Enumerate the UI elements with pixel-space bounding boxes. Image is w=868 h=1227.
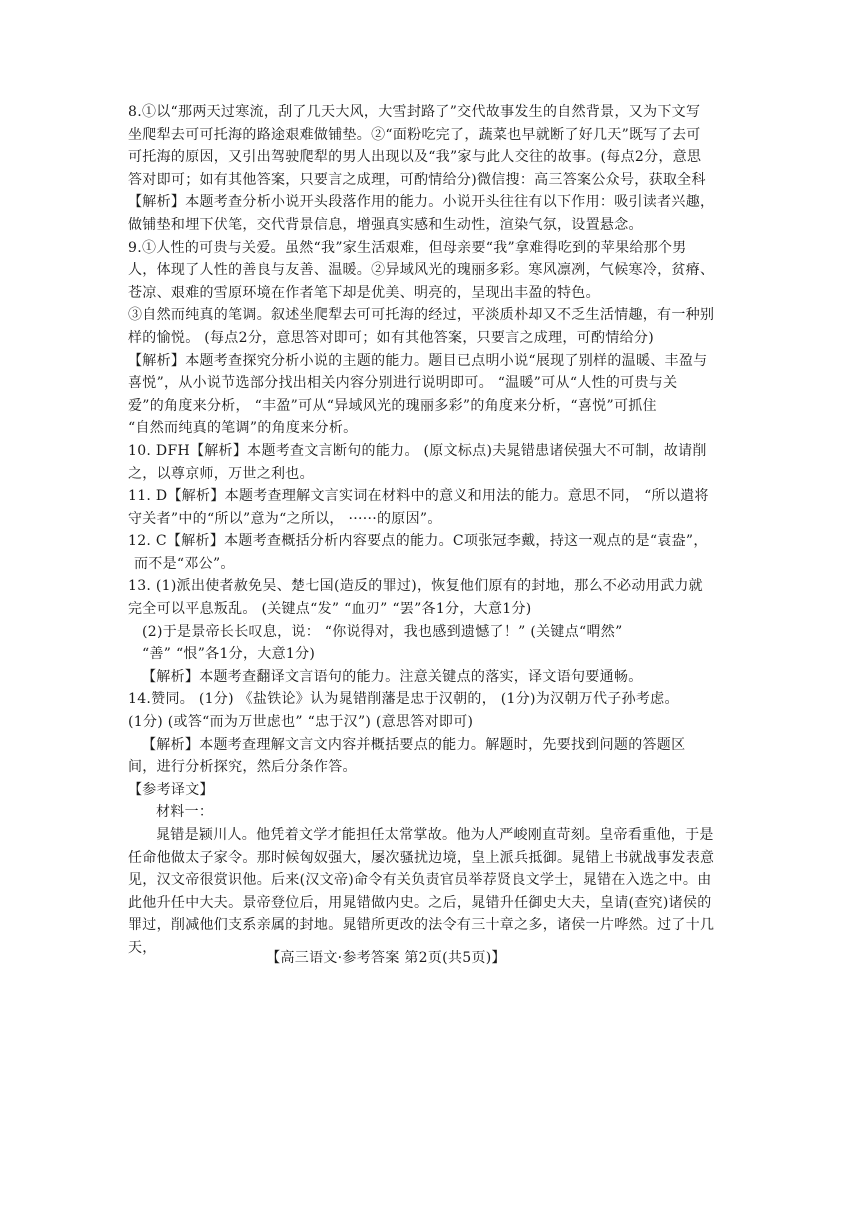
- text-line: 【解析】本题考查分析小说开头段落作用的能力。小说开头往往有以下作用：吸引读者兴趣，: [128, 194, 715, 211]
- text-line: 喜悦”，从小说节选部分找出相关内容分别进行说明即可。 “温暖”可从“人性的可贵与关: [128, 375, 678, 392]
- text-line: 见，汉文帝很赏识他。后来(汉文帝)命令有关负责官员举荐贤良文学士，晁错在入选之中。由: [128, 872, 712, 889]
- text-line: 苍凉、艰难的雪原环境在作者笔下却是优美、明亮的，呈现出丰盈的特色。: [128, 284, 600, 301]
- text-line: 9.①人性的可贵与关爱。虽然“我”家生活艰难，但母亲要“我”拿难得吃到的苹果给那个男: [128, 239, 687, 256]
- text-line: “自然而纯真的笔调”的角度来分析。: [128, 420, 358, 437]
- text-line: ③自然而纯真的笔调。叙述坐爬犁去可可托海的经过，平淡质朴却又不乏生活情趣，有一种别: [128, 307, 715, 324]
- text-line: 【解析】本题考查翻译文言语句的能力。注意关键点的落实，译文语句要通畅。: [142, 668, 643, 685]
- text-line: 罪过，削减他们支系亲属的封地。晁错所更改的法令有三十章之多，诸侯一片哗然。过了十几: [128, 917, 715, 934]
- text-line: 【解析】本题考查理解文言文内容并概括要点的能力。解题时，先要找到问题的答题区: [142, 736, 686, 753]
- text-line: 而不是“邓公”。: [134, 555, 235, 572]
- text-line: 8.①以“那两天过寒流，刮了几天大风，大雪封路了”交代故事发生的自然背景，又为下文写: [128, 104, 701, 120]
- text-line: 可托海的原因，又引出驾驶爬犁的男人出现以及“我”家与此人交往的故事。(每点2分，意思: [128, 149, 702, 166]
- text-line: 11. D【解析】本题考查理解文言实词在材料中的意义和用法的能力。意思不同， “所以遣将: [128, 488, 709, 505]
- text-line: 做铺垫和埋下伏笔，交代背景信息，增强真实感和生动性，渲染气氛，设置悬念。: [128, 216, 643, 233]
- text-line: 人，体现了人性的善良与友善、温暖。②异域风光的瑰丽多彩。寒风凛冽，气候寒冷，贫瘠、: [128, 262, 715, 279]
- text-line: 此他升任中大夫。景帝登位后，用晁错做内史。之后，晁错升任御史大夫，皇请(查究)诸侯的: [128, 894, 712, 911]
- text-line: 【解析】本题考查探究分析小说的主题的能力。题目已点明小说“展现了别样的温暖、丰盈与: [128, 352, 708, 369]
- text-line: 14.赞同。 (1分) 《盐铁论》认为晁错削藩是忠于汉朝的， (1分)为汉朝万代子孙考虑。: [128, 691, 679, 708]
- text-line: (2)于是景帝长长叹息，说： “你说得对，我也感到遗憾了！” (关键点“喟然”: [142, 623, 623, 640]
- text-line: 完全可以平息叛乱。 (关键点“发” “血刃” “罢”各1分，大意1分): [128, 601, 532, 618]
- text-line: 天，: [128, 939, 157, 956]
- text-line: 材料一：: [156, 804, 214, 821]
- text-line: “善” “恨”各1分，大意1分): [142, 646, 316, 663]
- text-line: (1分) (或答“而为万世虑也” “忠于汉”) (意思答对即可): [128, 714, 474, 731]
- text-line: 答对即可；如有其他答案，只要言之成理，可酌情给分)微信搜：高三答案公众号，获取全科: [128, 171, 706, 188]
- text-line: 之，以尊京师，万世之利也。: [128, 465, 314, 482]
- text-line: 间，进行分析探究，然后分条作答。: [128, 759, 357, 776]
- text-line: 10. DFH【解析】本题考查文言断句的能力。 (原文标点)夫晁错患诸侯强大不可制，故请削: [128, 442, 707, 459]
- text-line: 任命他做太子家令。那时候匈奴强大，屡次骚扰边境，皇上派兵抵御。晁错上书就战事发表意: [128, 849, 715, 866]
- page-footer: [0, 947, 868, 967]
- footer-text: 【高三语文·参考答案 第2页(共5页)】: [266, 950, 506, 966]
- text-line: 晁错是颍川人。他凭着文学才能担任太常掌故。他为人严峻刚直苛刻。皇帝看重他，于是: [156, 827, 714, 843]
- text-line: 坐爬犁去可可托海的路途艰难做铺垫。②“面粉吃完了，蔬菜也早就断了好几天”既写了去可: [128, 126, 701, 143]
- text-line: 12. C【解析】本题考查概括分析内容要点的能力。C项张冠李戴，持这一观点的是“袁盎”，: [128, 533, 708, 550]
- text-line: 样的愉悦。 (每点2分，意思答对即可；如有其他答案，只要言之成理，可酌情给分): [128, 329, 654, 346]
- answer-text-body: [128, 101, 748, 960]
- text-line: 守关者”中的“所以”意为“之所以， ······的原因”。: [128, 510, 442, 527]
- section-heading: 【参考译文】: [128, 781, 214, 798]
- text-line: 爱”的角度来分析， “丰盈”可从“异域风光的瑰丽多彩”的角度来分析，“喜悦”可抓住: [128, 397, 657, 414]
- text-line: 13. (1)派出使者赦免吴、楚七国(造反的罪过)，恢复他们原有的封地，那么不必动用武力就: [128, 578, 703, 595]
